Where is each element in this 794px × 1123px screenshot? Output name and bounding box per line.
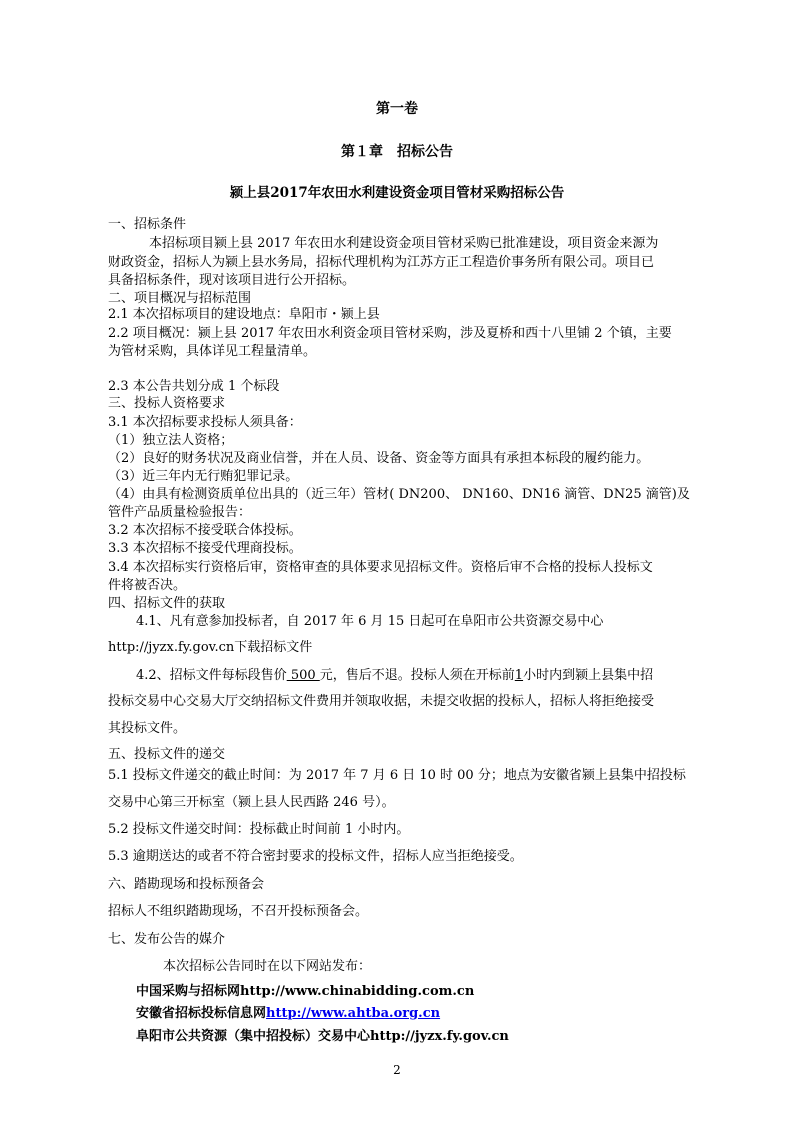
site-name: 阜阳市公共资源（集中招投标）交易中心 <box>136 1029 371 1044</box>
item-4-2-text: 元，售后不退。投标人须在开标前 <box>319 668 515 683</box>
item-2-1: 2.1 本次招标项目的建设地点：阜阳市・颍上县 <box>108 307 380 322</box>
media-site-1 <box>136 983 474 1001</box>
download-text: 下载招标文件 <box>234 640 313 655</box>
hours-value: 1 <box>514 668 524 683</box>
media-site-3 <box>136 1028 509 1046</box>
item-5-1-line: 5.1 投标文件递交的截止时间：为 2017 年 7 月 6 日 10 时 00 分；地点为安徽省颍上县集中招投标 <box>108 768 686 783</box>
volume-title: 第一卷 <box>376 101 418 117</box>
site-url[interactable]: http://www.ahtba.org.cn <box>266 1006 441 1021</box>
item-5-2: 5.2 投标文件递交时间：投标截止时间前 1 小时内。 <box>108 822 410 837</box>
section-1-paragraph-line: 财政资金，招标人为颍上县水务局，招标代理机构为江苏方正工程造价事务所有限公司。项目已 <box>108 255 655 270</box>
item-3-4-line: 3.4 本次招标实行资格后审，资格审查的具体要求见招标文件。资格后审不合格的投标人投标文 <box>108 560 653 575</box>
requirement-4-line: 管件产品质量检验报告： <box>108 505 252 520</box>
section-1-paragraph-line: 具备招标条件，现对该项目进行公开招标。 <box>108 273 356 288</box>
site-url[interactable]: http://www.chinabidding.com.cn <box>240 984 475 999</box>
site-url[interactable]: http://jyzx.fy.gov.cn <box>370 1029 509 1044</box>
item-4-2-line: 投标交易中心交易大厅交纳招标文件费用并领取收据，未提交收据的投标人，招标人将拒绝接受 <box>108 694 655 709</box>
item-3-1: 3.1 本次招标要求投标人须具备： <box>108 415 302 430</box>
section-3-heading: 三、投标人资格要求 <box>108 396 226 411</box>
item-4-2-text: 小时内到颍上县集中招 <box>523 668 654 683</box>
requirement-1: （1）独立法人资格； <box>108 433 234 448</box>
item-3-2: 3.2 本次招标不接受联合体投标。 <box>108 523 302 538</box>
item-2-2-line: 2.2 项目概况：颍上县 2017 年农田水利资金项目管材采购，涉及夏桥和西十八里铺 2 个镇，主要 <box>108 326 672 341</box>
media-intro: 本次招标公告同时在以下网站发布： <box>163 959 372 974</box>
item-4-2-line <box>136 667 653 685</box>
item-4-2-line: 其投标文件。 <box>108 721 187 736</box>
item-3-4-line: 件将被否决。 <box>108 578 187 593</box>
price-value: 500 <box>286 668 320 683</box>
item-4-1-line <box>108 639 312 657</box>
item-5-3: 5.3 逾期送达的或者不符合密封要求的投标文件，招标人应当拒绝接受。 <box>108 849 523 864</box>
item-2-2-line: 为管材采购，具体详见工程量清单。 <box>108 344 317 359</box>
section-5-heading: 五、投标文件的递交 <box>108 747 226 762</box>
item-3-3: 3.3 本次招标不接受代理商投标。 <box>108 541 302 556</box>
section-1-heading: 一、招标条件 <box>108 217 187 232</box>
requirement-4-line: （4）由具有检测资质单位出具的（近三年）管材( DN200、 DN160、DN16 滴管、DN25 滴管)及 <box>108 487 690 502</box>
requirement-3: （3）近三年内无行贿犯罪记录。 <box>108 469 299 484</box>
chapter-title: 第１章 招标公告 <box>341 144 453 160</box>
section-6-text: 招标人不组织踏勘现场，不召开投标预备会。 <box>108 904 369 919</box>
section-7-heading: 七、发布公告的媒介 <box>108 932 226 947</box>
section-2-heading: 二、项目概况与招标范围 <box>108 291 252 306</box>
item-2-3: 2.3 本公告共划分成 1 个标段 <box>108 379 280 394</box>
item-4-1-line: 4.1、凡有意参加投标者，自 2017 年 6 月 15 日起可在阜阳市公共资源交易中心 <box>136 614 604 629</box>
section-1-paragraph-line: 本招标项目颍上县 2017 年农田水利建设资金项目管材采购已批准建设，项目资金来源为 <box>149 236 659 251</box>
site-name: 中国采购与招标网 <box>136 984 241 999</box>
notice-title: 颍上县2017年农田水利建设资金项目管材采购招标公告 <box>229 185 565 201</box>
requirement-2: （2）良好的财务状况及商业信誉，并在人员、设备、资金等方面具有承担本标段的履约能力。 <box>108 451 650 466</box>
section-6-heading: 六、踏勘现场和投标预备会 <box>108 877 265 892</box>
item-4-2-text: 4.2、招标文件每标段售价 <box>136 668 287 683</box>
download-url[interactable]: http://jyzx.fy.gov.cn <box>108 640 235 655</box>
page-number: 2 <box>393 1063 401 1077</box>
item-5-1-line: 交易中心第三开标室（颍上县人民西路 246 号）。 <box>108 795 395 810</box>
site-name: 安徽省招标投标信息网 <box>136 1006 267 1021</box>
media-site-2 <box>136 1005 440 1023</box>
section-4-heading: 四、招标文件的获取 <box>108 596 226 611</box>
